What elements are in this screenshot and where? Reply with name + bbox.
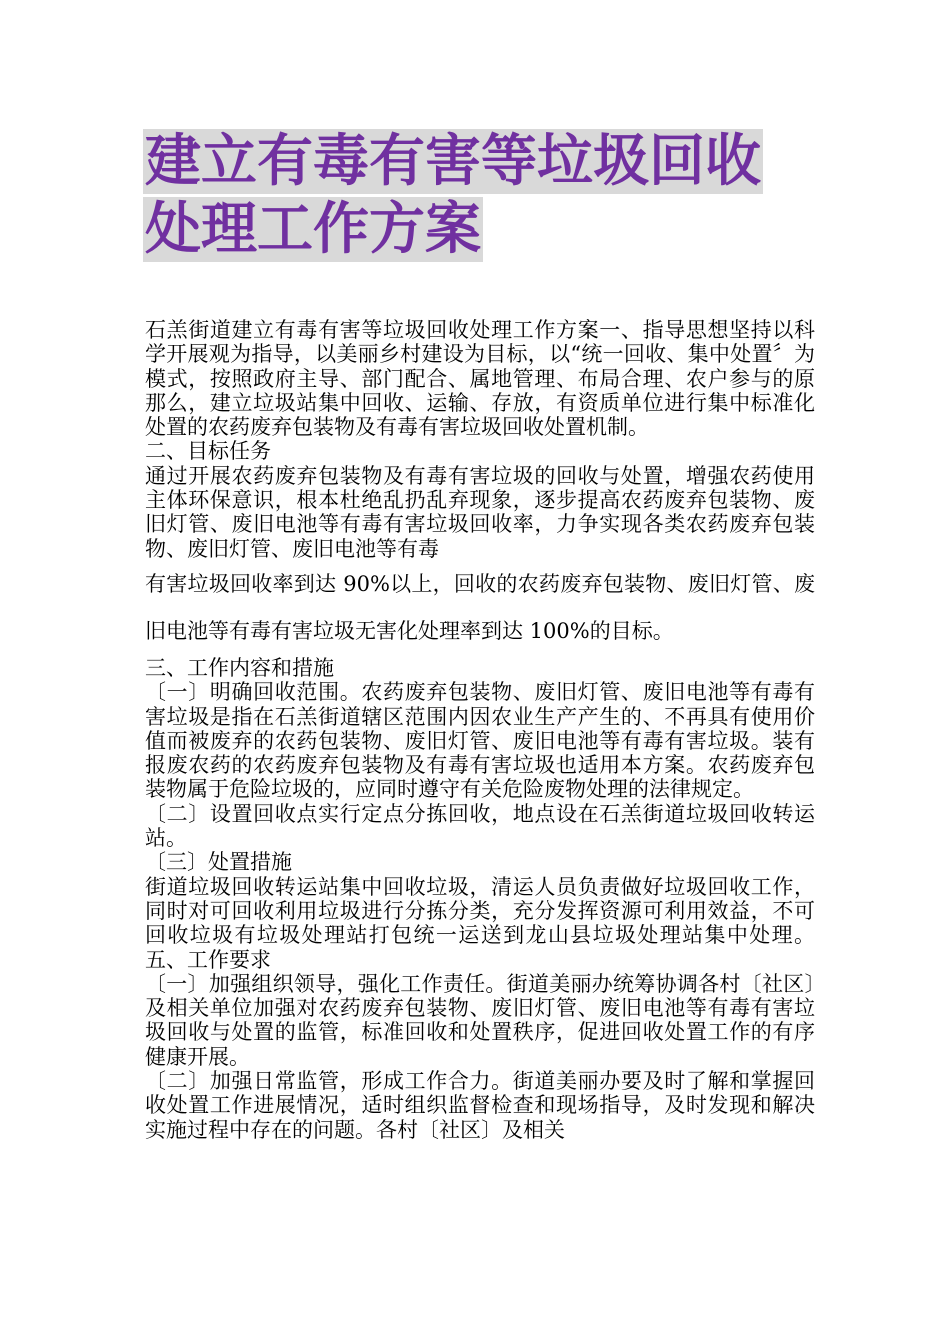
heading-work-content: 三、工作内容和措施 (145, 655, 334, 680)
heading-disposal: 〔三〕处置措施 (145, 850, 292, 875)
document-body (145, 318, 815, 1142)
paragraph-leadership: 〔一〕加强组织领导，强化工作责任。街道美丽办统筹协调各村〔社区〕及相关单位加强对农药废弃包装物、废旧灯管、废旧电池等有毒有害垃圾回收与处置的监管，标准回收和处置秩序，促进回收处置工作的有序健康开展。 (145, 971, 815, 1069)
title-line-2: 处理工作方案 (145, 197, 481, 262)
title-line-1: 建立有毒有害等垃圾回收 (145, 129, 761, 194)
paragraph-supervision: 〔二〕加强日常监管，形成工作合力。街道美丽办要及时了解和掌握回收处置工作进展情况，适时组织监督检查和现场指导，及时发现和解决实施过程中存在的问题。各村〔社区〕及相关 (145, 1069, 815, 1142)
paragraph-goals: 通过开展农药废弃包装物及有毒有害垃圾的回收与处置，增强农药使用主体环保意识，根本杜绝乱扔乱弃现象，逐步提高农药废弃包装物、废旧灯管、废旧电池等有毒有害垃圾回收率，力争实现各类农药废弃包装物、废旧灯管、废旧电池等有毒 (145, 463, 815, 561)
paragraph-goals-target: 有害垃圾回收率到达 90%以上，回收的农药废弃包装物、废旧灯管、废旧电池等有毒有害垃圾无害化处理率到达 100%的目标。 (145, 571, 815, 644)
paragraph-collection-point: 〔二〕设置回收点实行定点分拣回收，地点设在石羔街道垃圾回收转运站。 (145, 801, 815, 851)
document-title (143, 128, 823, 264)
paragraph-scope: 〔一〕明确回收范围。农药废弃包装物、废旧灯管、废旧电池等有毒有害垃圾是指在石羔街道辖区范围内因农业生产产生的、不再具有使用价值而被废弃的农药包装物、废旧灯管、废旧电池等有毒有害垃圾。装有报废农药的农药废弃包装物及有毒有害垃圾也适用本方案。农药废弃包装物属于危险垃圾的，应同时遵守有关危险废物处理的法律规定。 (145, 680, 815, 802)
paragraph-disposal: 街道垃圾回收转运站集中回收垃圾，清运人员负责做好垃圾回收工作，同时对可回收利用垃圾进行分拣分类，充分发挥资源可利用效益，不可回收垃圾有垃圾处理站打包统一运送到龙山县垃圾处理站集中处理。五、工作要求 (145, 874, 815, 972)
paragraph-guiding-thought: 石羔街道建立有毒有害等垃圾回收处理工作方案一、指导思想坚持以科学开展观为指导，以美丽乡村建设为目标，以“统一回收、集中处置〞为模式，按照政府主导、部门配合、属地管理、布局合理、农户参与的原那么，建立垃圾站集中回收、运输、存放，有资质单位进行集中标准化处置的农药废弃包装物及有毒有害垃圾回收处置机制。 (145, 318, 815, 440)
heading-goals: 二、目标任务 (145, 439, 271, 464)
